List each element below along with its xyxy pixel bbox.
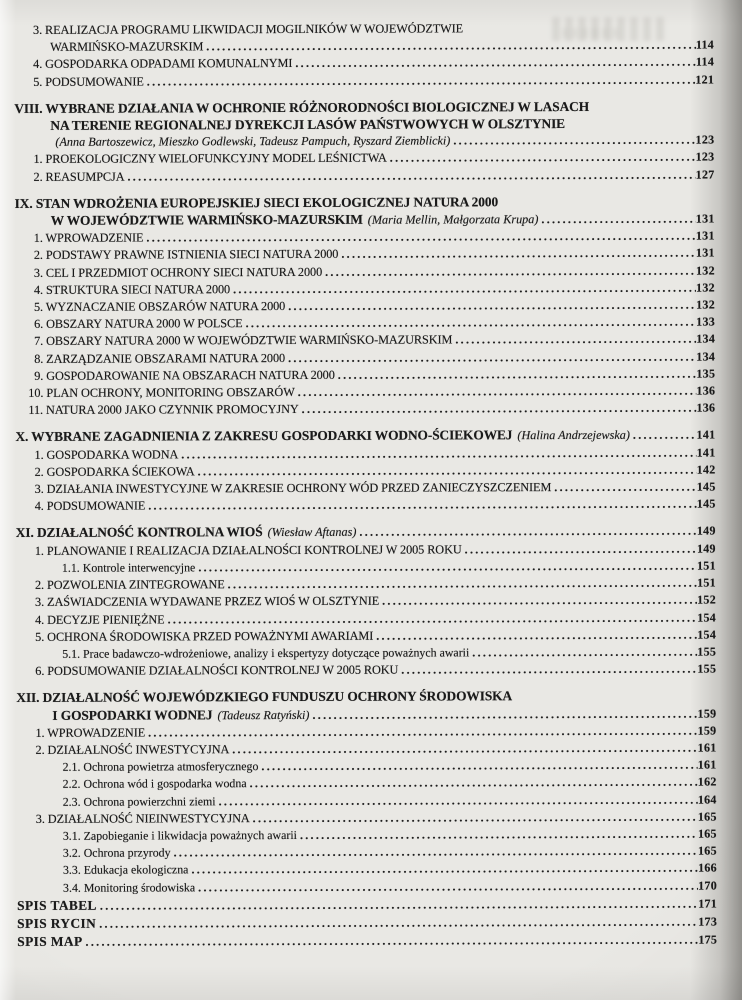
- page-number: 164: [697, 792, 717, 807]
- dot-leader: [541, 210, 695, 229]
- entry-title: SPIS RYCIN: [17, 915, 97, 931]
- page-number: 132: [696, 297, 716, 312]
- entry-title: 6. OBSZARY NATURA 2000 W POLSCE: [34, 316, 243, 332]
- dot-leader: [181, 444, 696, 463]
- page-number: 123: [695, 149, 715, 164]
- dot-leader: [99, 913, 698, 933]
- dot-leader: [148, 496, 697, 515]
- entry-title: SPIS MAP: [17, 933, 83, 950]
- entry-title: 1. GOSPODARKA WODNA: [34, 447, 179, 462]
- entry-title: 3.3. Edukacja ekologiczna: [62, 862, 189, 878]
- entry-title: 2. GOSPODARKA ŚCIEKOWA: [34, 464, 195, 479]
- page-number: 171: [698, 896, 718, 911]
- page-number: 142: [696, 462, 716, 477]
- dot-leader: [233, 279, 696, 298]
- entry-title: 3. ZAŚWIADCZENIA WYDAWANE PRZEZ WIOŚ W OLSZTYNIE: [35, 593, 380, 610]
- page-number: 154: [697, 627, 717, 642]
- page-number: 155: [697, 661, 717, 676]
- toc-entry: [2, 661, 716, 681]
- page-number: 136: [696, 400, 716, 415]
- dot-leader: [198, 877, 698, 896]
- dot-leader: [86, 931, 699, 951]
- entry-authors: (Tadeusz Ratyński): [217, 707, 310, 722]
- dot-leader: [401, 661, 697, 679]
- entry-title: 2. PODSTAWY PRAWNE ISTNIENIA SIECI NATURA 2000: [33, 247, 339, 263]
- dot-leader: [341, 245, 696, 263]
- entry-title: 11. NATURA 2000 JAKO CZYNNIK PROMOCYJNY: [28, 402, 299, 418]
- entry-title: 2.1. Ochrona powietrza atmosferycznego: [62, 759, 259, 774]
- dot-leader: [261, 757, 697, 776]
- entry-title: XII. DZIAŁALNOŚĆ WOJEWÓDZKIEGO FUNDUSZU OCHRONY ŚRODOWISKA: [16, 688, 513, 706]
- entry-title: 3. REALIZACJA PROGRAMU LIKWIDACJI MOGILNIKÓW W WOJEWÓDZTWIE: [33, 21, 464, 37]
- toc-entry: [0, 71, 714, 91]
- page-number: 131: [695, 245, 715, 261]
- entry-title: 5. OCHRONA ŚRODOWISKA PRZED POWAŻNYMI AWARIAMI: [35, 628, 374, 644]
- dot-leader: [390, 149, 696, 167]
- page-number: 175: [698, 932, 718, 947]
- dot-leader: [312, 704, 697, 724]
- entry-title: 10. PLAN OCHRONY, MONITORING OBSZARÓW: [28, 385, 295, 400]
- page-number: 151: [696, 558, 716, 573]
- dot-leader: [300, 826, 698, 845]
- entry-title: 5.1. Prace badawczo-wdrożeniowe, analizy i ekspertyzy dotyczące poważnych awarii: [62, 645, 470, 661]
- dot-leader: [250, 774, 698, 793]
- entry-title: 1. PLANOWANIE I REALIZACJA DZIAŁALNOŚCI KONTROLNEJ W 2005 ROKU: [34, 542, 462, 558]
- toc-entry: [2, 496, 716, 516]
- entry-authors: (Halina Andrzejewska): [517, 428, 630, 443]
- entry-title: X. WYBRANE ZAGADNIENIA Z ZAKRESU GOSPODARKI WODNO-ŚCIEKOWEJ: [15, 427, 513, 445]
- dot-leader: [198, 557, 697, 576]
- page-number: 131: [695, 211, 715, 226]
- entry-title: W WOJEWÓDZTWIE WARMIŃSKO-MAZURSKIM: [50, 211, 363, 228]
- dot-leader: [146, 228, 696, 247]
- page-number: 165: [697, 809, 717, 824]
- entry-title: 2. REASUMPCJA: [33, 169, 125, 184]
- entry-title: VIII. WYBRANE DZIAŁANIA W OCHRONIE RÓŻNORODNOŚCI BIOLOGICZNEJ W LASACH: [14, 98, 590, 116]
- dot-leader: [253, 808, 698, 827]
- dot-leader: [455, 331, 696, 349]
- page-number: 141: [696, 445, 716, 460]
- page-number: 132: [695, 263, 715, 278]
- dot-leader: [359, 522, 697, 541]
- page-number: 165: [697, 843, 717, 858]
- dot-leader: [228, 575, 697, 594]
- page-number: 136: [696, 383, 716, 398]
- dot-leader: [325, 262, 696, 280]
- dot-leader: [465, 540, 697, 558]
- page-number: 121: [695, 72, 715, 87]
- page-number: 154: [697, 610, 717, 625]
- page-number: 165: [697, 826, 717, 841]
- entry-title: 5. WYZNACZANIE OBSZARÓW NATURA 2000: [33, 299, 286, 314]
- dot-leader: [174, 843, 698, 862]
- dot-leader: [127, 166, 695, 185]
- entry-title: 2. DZIAŁALNOŚĆ INWESTYCYJNA: [35, 742, 230, 757]
- dot-leader: [100, 894, 698, 914]
- page-number: 132: [696, 280, 715, 295]
- dot-leader: [298, 383, 697, 402]
- toc-backmatter-entry: [3, 931, 717, 952]
- entry-title: 4. STRUKTURA SIECI NATURA 2000: [33, 282, 231, 297]
- entry-title: 3. CEL I PRZEDMIOT OCHRONY SIECI NATURA 2000: [33, 264, 323, 280]
- page-number: 134: [696, 331, 716, 347]
- page-number: 162: [697, 774, 717, 789]
- page-number: 170: [698, 878, 718, 893]
- dot-leader: [168, 609, 698, 628]
- dot-leader: [472, 643, 697, 661]
- dot-leader: [198, 461, 697, 480]
- entry-title: I GOSPODARKI WODNEJ: [52, 706, 213, 723]
- page-number: 173: [698, 914, 718, 929]
- entry-title: 1. WPROWADZENIE: [33, 230, 144, 246]
- entry-title: 1.1. Kontrole interwencyjne: [61, 560, 196, 575]
- dot-leader: [246, 314, 697, 333]
- dot-leader: [232, 739, 697, 758]
- page-number: 161: [697, 740, 717, 755]
- dot-leader: [295, 54, 696, 73]
- entry-authors: (Wiesław Aftanas): [267, 525, 357, 540]
- page-number: 114: [695, 37, 715, 52]
- dot-leader: [288, 297, 696, 316]
- page-number: 149: [696, 523, 716, 539]
- entry-title: 3.1. Zapobieganie i likwidacja poważnych awarii: [62, 827, 297, 843]
- page-number: 135: [696, 366, 716, 381]
- entry-title: 2.2. Ochrona wód i gospodarka wodna: [62, 776, 247, 792]
- dot-leader: [382, 592, 697, 610]
- toc-entry: [1, 400, 715, 420]
- entry-title: 7. OBSZARY NATURA 2000 W WOJEWÓDZTWIE WARMIŃSKO-MAZURSKIM: [34, 332, 453, 349]
- entry-title: 9. GOSPODAROWANIE NA OBSZARACH NATURA 2000: [34, 367, 335, 383]
- page-number: 127: [695, 167, 715, 182]
- page-number: 134: [696, 349, 716, 364]
- page-number: 133: [696, 314, 716, 329]
- dot-leader: [633, 426, 697, 444]
- toc-entry: [1, 166, 715, 186]
- entry-authors: (Anna Bartoszewicz, Mieszko Godlewski, Tadeusz Pampuch, Ryszard Ziemblicki): [55, 133, 451, 150]
- entry-title: 3.2. Ochrona przyrody: [62, 845, 171, 860]
- page-number: 123: [695, 132, 715, 147]
- page-number: 152: [697, 592, 717, 607]
- entry-title: IX. STAN WDROŻENIA EUROPEJSKIEJ SIECI EKOLOGICZNEJ NATURA 2000: [14, 194, 499, 211]
- entry-title: 1. PROEKOLOGICZNY WIELOFUNKCYJNY MODEL LEŚNICTWA: [33, 151, 387, 167]
- dot-leader: [288, 348, 696, 367]
- dot-leader: [206, 37, 696, 56]
- page-number: 166: [698, 860, 717, 875]
- entry-title: 1. WPROWADZENIE: [35, 725, 146, 740]
- dot-leader: [148, 722, 698, 741]
- entry-title: 6. PODSUMOWANIE DZIAŁALNOŚCI KONTROLNEJ W 2005 ROKU: [35, 662, 399, 678]
- entry-title: 4. DECYZJE PIENIĘŻNE: [35, 611, 165, 627]
- page-number: 145: [696, 496, 716, 511]
- page-number: 155: [697, 644, 717, 659]
- entry-title: 3. DZIAŁANIA INWESTYCYJNE W ZAKRESIE OCHRONY WÓD PRZED ZANIECZYSZCZENIEM: [34, 480, 552, 496]
- entry-title: 2.3. Ochrona powierzchni ziemi: [62, 793, 216, 809]
- page-number: 159: [697, 723, 717, 738]
- page-number: 131: [695, 228, 715, 243]
- entry-title: 5. PODSUMOWANIE: [33, 74, 144, 89]
- entry-title: 2. POZWOLENIA ZINTEGROWANE: [34, 577, 225, 592]
- page-number: 141: [696, 427, 716, 443]
- table-of-contents: [0, 20, 717, 952]
- dot-leader: [219, 791, 698, 810]
- page-number: 161: [697, 757, 717, 772]
- page-number: 145: [696, 479, 716, 494]
- dot-leader: [554, 479, 697, 497]
- entry-title: 8. ZARZĄDZANIE OBSZARAMI NATURA 2000: [34, 350, 286, 366]
- dot-leader: [453, 132, 695, 150]
- dot-leader: [147, 71, 696, 90]
- entry-title: 4. PODSUMOWANIE: [34, 498, 146, 514]
- entry-authors: (Maria Mellin, Małgorzata Krupa): [367, 212, 539, 227]
- entry-title: NA TERENIE REGIONALNEJ DYREKCJI LASÓW PAŃSTWOWYCH W OLSZTYNIE: [50, 116, 566, 133]
- entry-title: 3. DZIAŁALNOŚĆ NIEINWESTYCYJNA: [35, 810, 250, 826]
- entry-title: XI. DZIAŁALNOŚĆ KONTROLNA WIOŚ: [15, 524, 263, 541]
- page-number: 149: [696, 541, 716, 556]
- dot-leader: [376, 626, 697, 644]
- entry-title: 3.4. Monitoring środowiska: [62, 879, 196, 895]
- page-number: 151: [697, 575, 716, 590]
- dot-leader: [302, 400, 697, 419]
- entry-title: WARMIŃSKO-MAZURSKIM: [50, 39, 204, 55]
- entry-title: 4. GOSPODARKA ODPADAMI KOMUNALNYMI: [33, 56, 293, 72]
- page-number: 159: [697, 706, 717, 721]
- dot-leader: [191, 860, 698, 879]
- dot-leader: [338, 365, 697, 383]
- entry-title: SPIS TABEL: [17, 897, 97, 913]
- page-number: 114: [695, 54, 715, 69]
